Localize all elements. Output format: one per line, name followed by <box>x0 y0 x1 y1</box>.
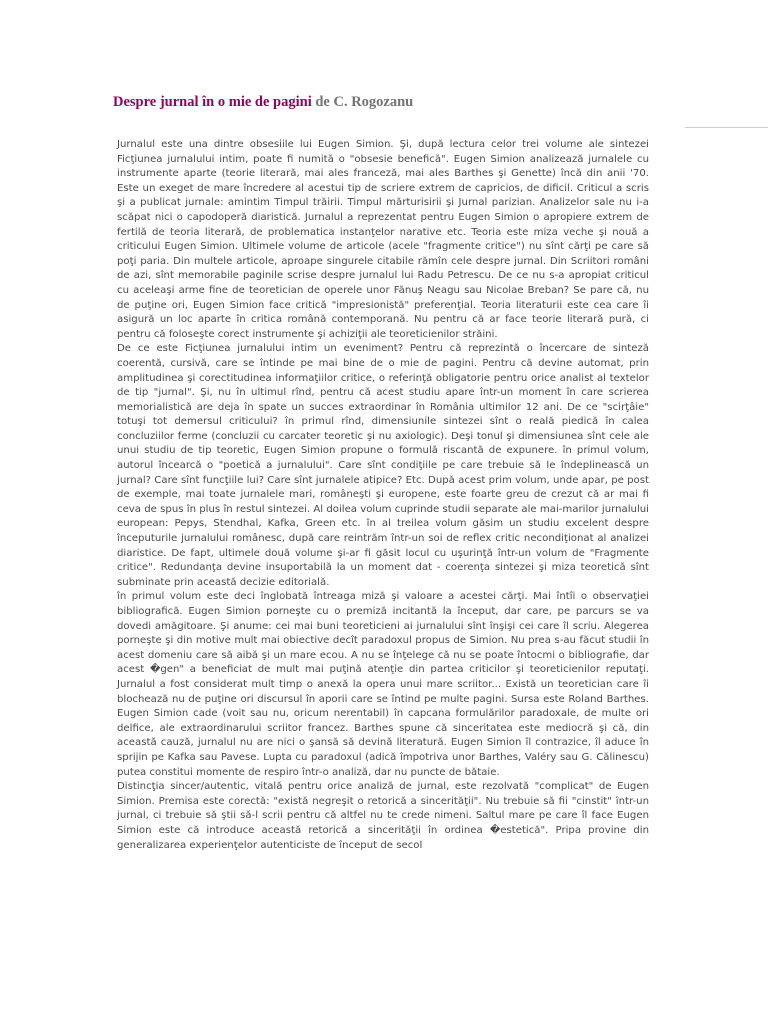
article-paragraph-2: De ce este Ficţiunea jurnalului intim un eveniment? Pentru că reprezintă o încercare de sinteză coerentă, cursivă, care se întinde pe mai bine de o mie de pagini. Pentru că devine automat, prin amplitudinea şi corectitudinea informaţiilor critice, o referinţă obligatorie pentru orice analist al textelor de tip "jurnal". Şi, nu în ultimul rînd, pentru că acest studiu apare într-un moment în care scrierea memorialistică are deja în spate un succes extraordinar în România ultimilor 12 ani. De ce "scirţâie" totuşi tot demersul criticului? în primul rînd, dimensiunile sintezei sînt o reală piedică în calea concluziilor ferme (concluzii cu carcater teoretic şi nu axiologic). Deşi tonul şi dimensiunea sînt cele ale unui studiu de tip teoretic, Eugen Simion propune o formulă riscantă de expunere. în primul volum, autorul încearcă o "poetică a jurnalului". Care sînt condiţiile pe care trebuie să le îndeplinească un jurnal? Care sînt funcţiile lui? Care sînt jurnalele atipice? Etc. După acest prim volum, unde apar, pe post de exemple, mai toate jurnalele mari, româneşti şi europene, este foarte greu de crezut că ar mai fi ceva de spus în plus în restul sintezei. Al doilea volum cuprinde studii separate ale mai-marilor jurnalului european: Pepys, Stendhal, Kafka, Green etc. în al treilea volum găsim un studiu excelent despre începuturile jurnalului românesc, după care reintrăm într-un soi de reflex critic necondiţionat al analizei diaristice. De fapt, ultimele două volume şi-ar fi găsit locul cu uşurinţă într-un volum de "Fragmente critice". Redundanţa devine insuportabilă la un moment dat - coerenţa sintezei şi miza teoretică sînt subminate prin această decizie editorială. <box>117 343 649 588</box>
article-title: Despre jurnal în o mie de pagini <box>113 94 312 110</box>
article-paragraph-3: în primul volum este deci înglobată întreaga miză şi valoare a acestei cărţi. Mai întîi o observaţiei bibliografică. Eugen Simion porneşte cu o premiză incitantă la început, dar care, pe parcurs se va dovedi amăgitoare. Şi anume: cei mai buni teoreticieni ai jurnalului sînt înşişi cei care îl scriu. Alegerea porneşte şi din motive mult mai obiective decît paradoxul propus de Simion. Nu prea s-au făcut studii în acest domeniu care să aibă şi un mare ecou. A nu se înţelege că nu se poate întocmi o bibliografie, dar acest �gen" a beneficiat de mult mai puţină atenţie din partea criticilor şi teoreticienilor reputaţi. Jurnalul a fost considerat mult timp o anexă la opera unui mare scriitor... Există un teoretician care îi blochează nu de puţine ori discursul în aporii care se întind pe multe pagini. Sursa este Roland Barthes. Eugen Simion cade (voit sau nu, oricum nerentabil) în capcana formulărilor paradoxale, de multe ori delfice, ale extraordinarului scriitor francez. Barthes spune că sinceritatea este mediocră şi că, din această cauză, jurnalul nu are nici o şansă să devină literatură. Eugen Simion îl contrazice, îl aduce în sprijin pe Kafka sau Pavese. Lupta cu paradoxul (adică împotriva unor Barthes, Valéry sau G. Călinescu) putea constitui momente de respiro într-o analiză, dar nu puncte de bătaie. <box>117 591 649 778</box>
article-paragraph-4: Distincţia sincer/autentic, vitală pentru orice analiză de jurnal, este rezolvată "complicat" de Eugen Simion. Premisa este corectă: "există negreşit o retorică a sincerităţii". Nu trebuie să fii "cinstit" într-un jurnal, ci trebuie să ştii să-l scrii pentru că altfel nu te crede nimeni. Saltul mare pe care îl face Eugen Simion este că introduce această retorică a sincerităţii în ordinea �estetică". Pripa provine din generalizarea experienţelor autenticiste de început de secol <box>117 781 649 851</box>
article-byline: de C. Rogozanu <box>311 94 414 110</box>
article-paragraph-1: Jurnalul este una dintre obsesiile lui Eugen Simion. Şi, după lectura celor trei volume ale sintezei Ficţiunea jurnalului intim, poate fi numită o "obsesie benefică". Eugen Simion analizează jurnalele cu instrumente aparte (teorie literară, mai ales franceză, mai ales Barthes şi Genette) încă din anii '70. Este un exeget de mare încredere al acestui tip de scriere extrem de capricios, de dificil. Criticul a scris şi a publicat jurnale: amintim Timpul trăirii. Timpul mărturisirii şi Jurnal parizian. Analizelor sale nu i-a scăpat nici o capodoperă diaristică. Jurnalul a reprezentat pentru Eugen Simion o apropiere extrem de fertilă de teoria literară, de problematica instanţelor narative etc. Teoria este miza veche şi nouă a criticului Eugen Simion. Ultimele volume de articole (acele "fragmente critice") nu sînt cărţi pe care să poţi paria. Din multele articole, aproape singurele citabile rămîn cele despre jurnal. Din Scriitori români de azi, sînt memorabile paginile scrise despre jurnalul lui Radu Petrescu. De ce nu s-a apropiat criticul cu aceleaşi arme fine de teoretician de operele unor Fănuş Neagu sau Nicolae Breban? Se pare că, nu de puţine ori, Eugen Simion face critică "impresionistă" preferenţial. Teoria literaturii este cea care îi asigură un loc aparte în critica română contemporană. Nu pentru că ar face teorie literară pură, ci pentru că foloseşte corect instrumente şi achiziţii ale teoreticienilor străini. <box>117 139 649 340</box>
header-divider <box>685 127 768 128</box>
article-body <box>117 138 649 853</box>
article-heading <box>113 93 413 111</box>
